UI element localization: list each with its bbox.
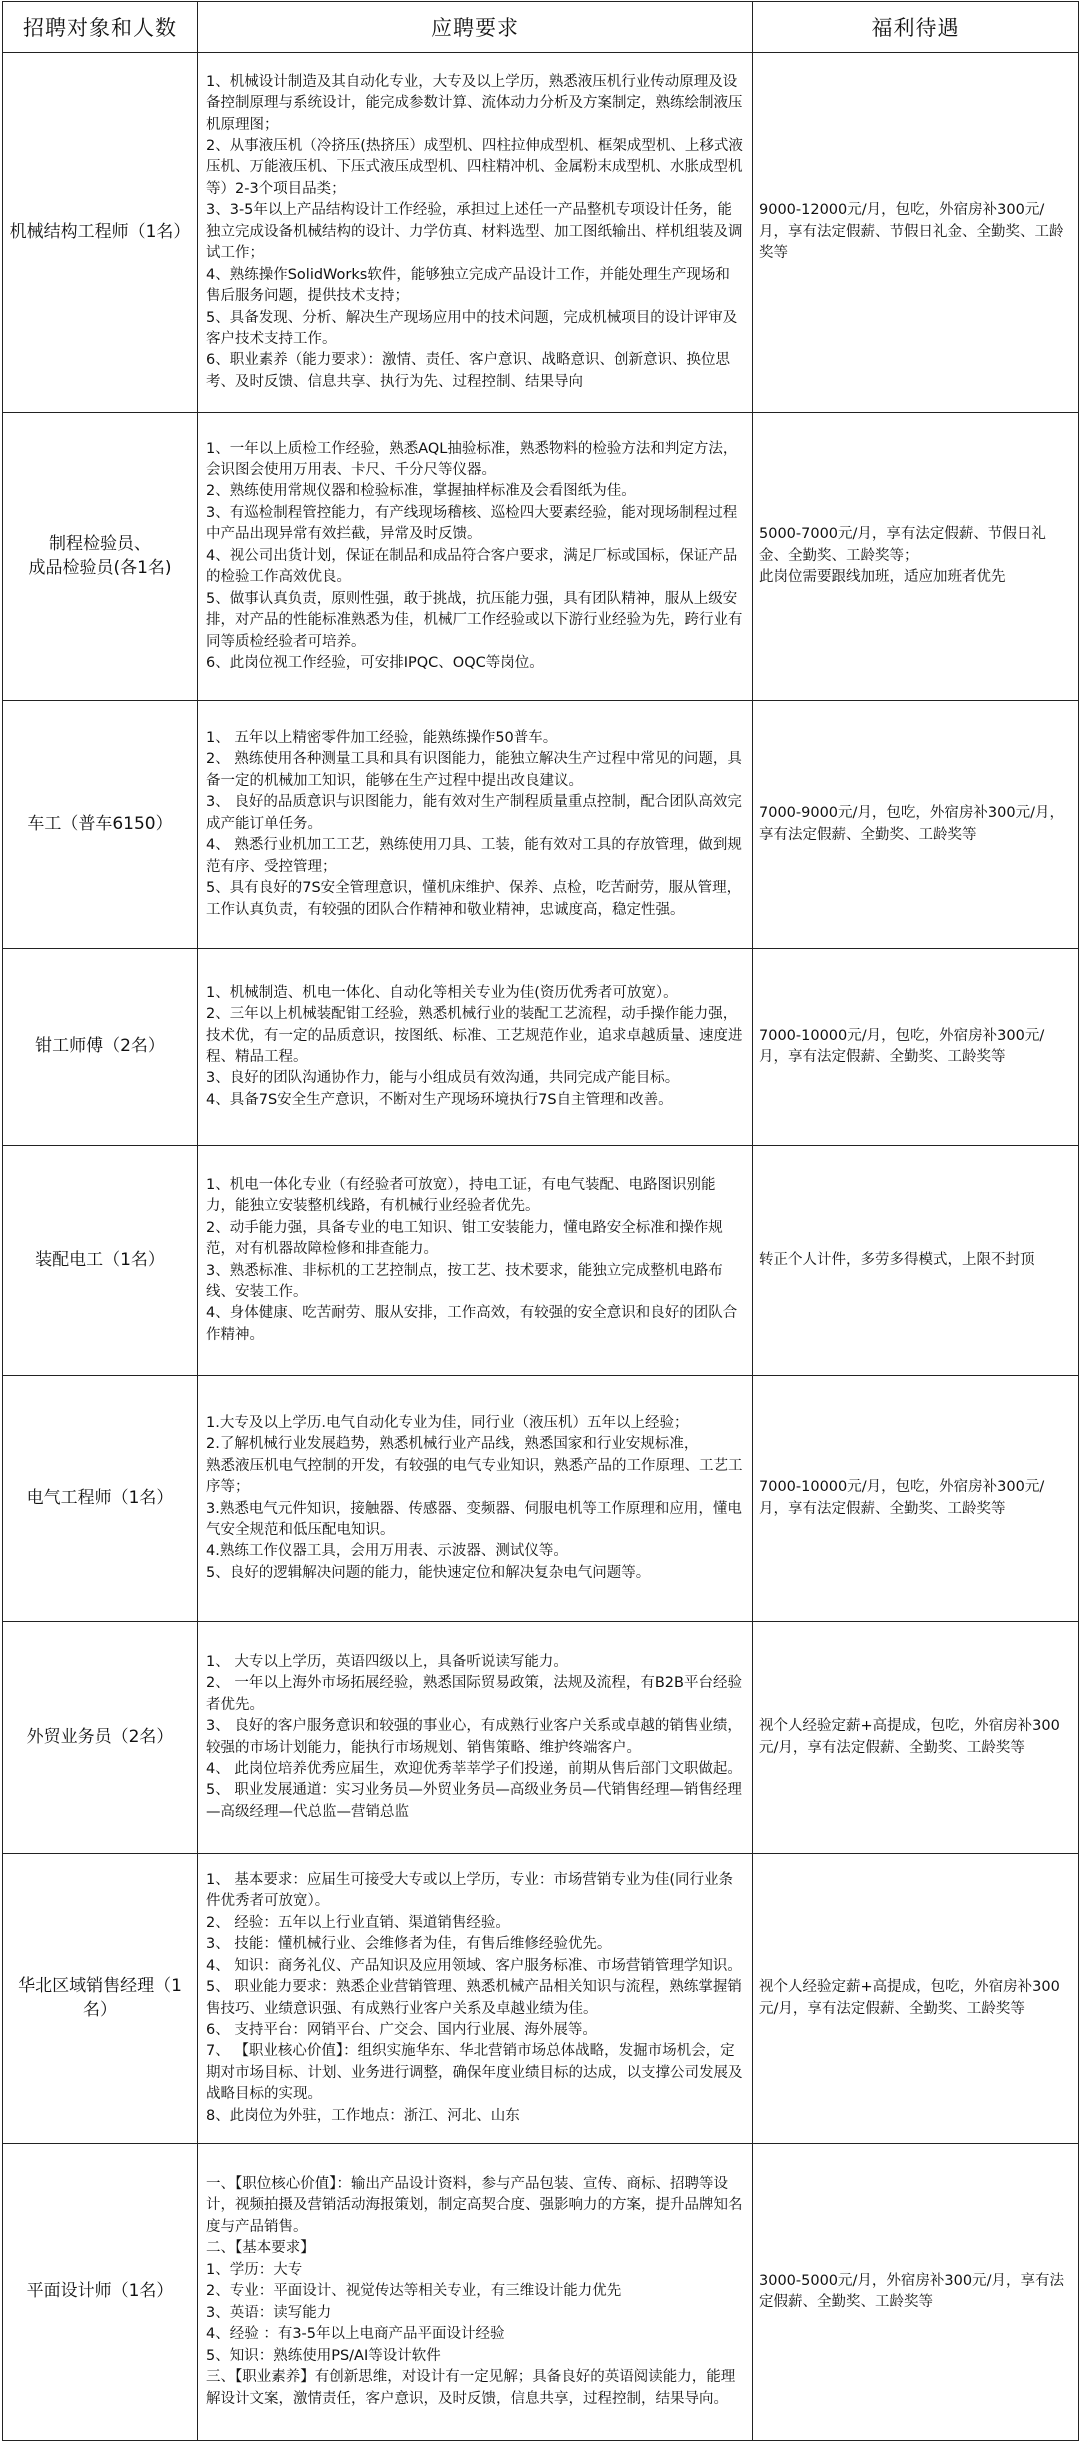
table-row xyxy=(3,53,1079,413)
requirement-item: 2、 熟练使用各种测量工具和具有识图能力，能独立解决生产过程中常见的问题，具备一定的机械加工知识，能够在生产过程中提出改良建议。 xyxy=(206,751,742,789)
requirement-item: 2、专业：平面设计、视觉传达等相关专业，有三维设计能力优先 xyxy=(206,2283,622,2300)
requirements-cell xyxy=(198,1854,753,2144)
requirement-item: 三、【职业素养】有创新思维，对设计有一定见解；具备良好的英语阅读能力，能理解设计文案，激情责任，客户意识，及时反馈，信息共享，过程控制，结果导向。 xyxy=(206,2369,736,2407)
requirement-item: 4、具备7S安全生产意识，不断对生产现场环境执行7S自主管理和改善。 xyxy=(206,1091,673,1108)
requirement-item: 8、此岗位为外驻，工作地点：浙江、河北、山东 xyxy=(206,2107,520,2124)
table-row xyxy=(3,1854,1079,2144)
table-row xyxy=(3,949,1079,1146)
requirement-item: 2、 一年以上海外市场拓展经验，熟悉国际贸易政策，法规及流程，有B2B平台经验者优先。 xyxy=(206,1675,742,1713)
position-cell: 装配电工（1名） xyxy=(3,1146,198,1376)
requirement-item: 1、学历：大专 xyxy=(206,2261,303,2278)
benefits-cell: 视个人经验定薪+高提成，包吃，外宿房补300元/月，享有法定假薪、全勤奖、工龄奖等 xyxy=(753,1622,1079,1854)
requirement-item: 4、 知识：商务礼仪、产品知识及应用领域、客户服务标准、市场营销管理学知识。 xyxy=(206,1957,742,1974)
requirements-cell xyxy=(198,1622,753,1854)
header-position: 招聘对象和人数 xyxy=(3,2,198,53)
header-benefits: 福利待遇 xyxy=(753,2,1079,53)
requirement-item: 3、 技能：懂机械行业、会维修者为佳，有售后维修经验优先。 xyxy=(206,1936,612,1953)
benefits-cell: 7000-10000元/月，包吃，外宿房补300元/月，享有法定假薪、全勤奖、工龄奖等 xyxy=(753,949,1079,1146)
position-cell: 机械结构工程师（1名） xyxy=(3,53,198,413)
requirement-item: 2、从事液压机（冷挤压(热挤压）成型机、四柱拉伸成型机、框架成型机、上移式液压机、万能液压机、下压式液压成型机、四柱精冲机、金属粉末成型机、水胀成型机等）2-3个项目品类； xyxy=(206,137,743,197)
table-row xyxy=(3,1146,1079,1376)
table-row xyxy=(3,1622,1079,1854)
requirement-item: 4、 熟悉行业机加工工艺，熟练使用刀具、工装，能有效对工具的存放管理，做到规范有序、受控管理； xyxy=(206,837,742,875)
requirement-item: 7、 【职业核心价值】：组织实施华东、华北营销市场总体战略，发掘市场机会，定期对市场目标、计划、业务进行调整，确保年度业绩目标的达成，以支撑公司发展及战略目标的实现。 xyxy=(206,2043,743,2103)
requirement-item: 3、 良好的客户服务意识和较强的事业心，有成熟行业客户关系或卓越的销售业绩，较强的市场计划能力，能执行市场规划、销售策略、维护终端客户。 xyxy=(206,1718,742,1756)
benefits-cell: 转正个人计件，多劳多得模式，上限不封顶 xyxy=(753,1146,1079,1376)
requirement-item: 4、经验 ：有3-5年以上电商产品平面设计经验 xyxy=(206,2326,505,2343)
requirement-item: 3、良好的团队沟通协作力，能与小组成员有效沟通，共同完成产能目标。 xyxy=(206,1070,680,1087)
requirement-item: 5、 职业发展通道：实习业务员—外贸业务员—高级业务员—代销售经理—销售经理—高级经理—代总监—营销总监 xyxy=(206,1782,742,1820)
header-requirements: 应聘要求 xyxy=(198,2,753,53)
position-cell: 钳工师傅（2名） xyxy=(3,949,198,1146)
requirement-item: 1、机械设计制造及其自动化专业，大专及以上学历，熟悉液压机行业传动原理及设备控制原理与系统设计，能完成参数计算、流体动力分析及方案制定，熟练绘制液压机原理图； xyxy=(206,73,743,133)
benefits-cell: 7000-10000元/月，包吃，外宿房补300元/月，享有法定假薪、全勤奖、工龄奖等 xyxy=(753,1376,1079,1622)
requirement-item: 6、此岗位视工作经验，可安排IPQC、OQC等岗位。 xyxy=(206,655,544,672)
requirement-item: 3、有巡检制程管控能力，有产线现场稽核、巡检四大要素经验，能对现场制程过程中产品出现异常有效拦截，异常及时反馈。 xyxy=(206,504,738,543)
requirement-item: 3、3-5年以上产品结构设计工作经验，承担过上述任一产品整机专项设计任务，能独立完成设备机械结构的设计、力学仿真、材料选型、加工图纸输出、样机组装及调试工作； xyxy=(206,202,743,262)
position-cell: 电气工程师（1名） xyxy=(3,1376,198,1622)
requirement-item: 一、【职位核心价值】：输出产品设计资料，参与产品包装、宣传、商标、招聘等设计，视频拍摄及营销活动海报策划，制定高契合度、强影响力的方案，提升品牌知名度与产品销售。 xyxy=(206,2176,743,2235)
table-row xyxy=(3,413,1079,701)
requirement-item: 6、 支持平台：网销平台、广交会、国内行业展、海外展等。 xyxy=(206,2021,597,2038)
requirement-item: 4.熟练工作仪器工具，会用万用表、示波器、测试仪等。 xyxy=(206,1543,568,1560)
requirement-item: 1、 五年以上精密零件加工经验，能熟练操作50普车。 xyxy=(206,729,558,746)
position-cell: 制程检验员、 成品检验员(各1名) xyxy=(3,413,198,701)
position-cell: 华北区域销售经理（1名） xyxy=(3,1854,198,2144)
requirement-item: 3、 良好的品质意识与识图能力，能有效对生产制程质量重点控制，配合团队高效完成产能订单任务。 xyxy=(206,794,742,832)
requirement-item: 4、身体健康、吃苦耐劳、服从安排，工作高效，有较强的安全意识和良好的团队合作精神。 xyxy=(206,1305,738,1343)
benefits-cell: 7000-9000元/月，包吃，外宿房补300元/月，享有法定假薪、全勤奖、工龄奖等 xyxy=(753,701,1079,949)
requirement-item: 1、机电一体化专业（有经验者可放宽），持电工证，有电气装配、电路图识别能力，能独立安装整机线路，有机械行业经验者优先。 xyxy=(206,1176,716,1215)
requirement-item: 4、视公司出货计划，保证在制品和成品符合客户要求，满足厂标或国标，保证产品的检验工作高效优良。 xyxy=(206,547,738,586)
requirement-item: 3、英语：读写能力 xyxy=(206,2304,332,2321)
benefits-cell: 9000-12000元/月，包吃，外宿房补300元/月，享有法定假薪、节假日礼金、全勤奖、工龄奖等 xyxy=(753,53,1079,413)
requirements-cell xyxy=(198,949,753,1146)
requirement-item: 5、良好的逻辑解决问题的能力，能快速定位和解决复杂电气问题等。 xyxy=(206,1564,651,1581)
requirement-item: 2、熟练使用常规仪器和检验标准，掌握抽样标准及会看图纸为佳。 xyxy=(206,483,636,500)
requirement-item: 5、具有良好的7S安全管理意识，懂机床维护、保养、点检，吃苦耐劳，服从管理，工作认真负责，有较强的团队合作精神和敬业精神，忠诚度高，稳定性强。 xyxy=(206,880,742,918)
benefits-cell: 3000-5000元/月，外宿房补300元/月，享有法定假薪、全勤奖、工龄奖等 xyxy=(753,2144,1079,2441)
requirements-cell xyxy=(198,53,753,413)
requirement-item: 3.熟悉电气元件知识，接触器、传感器、变频器、伺服电机等工作原理和应用，懂电气安全规范和低压配电知识。 xyxy=(206,1500,742,1538)
requirement-item: 1、 基本要求：应届生可接受大专或以上学历，专业：市场营销专业为佳(同行业条件优秀者可放宽）。 xyxy=(206,1871,733,1910)
table-header-row xyxy=(3,2,1079,53)
requirement-item: 3、熟悉标准、非标机的工艺控制点，按工艺、技术要求，能独立完成整机电路布线、安装工作。 xyxy=(206,1262,723,1300)
requirement-item: 5、 职业能力要求：熟悉企业营销管理、熟悉机械产品相关知识与流程，熟练掌握销售技巧、业绩意识强、有成熟行业客户关系及卓越业绩为佳。 xyxy=(206,1979,742,2017)
table-row xyxy=(3,701,1079,949)
position-cell: 车工（普车6150） xyxy=(3,701,198,949)
requirements-cell xyxy=(198,701,753,949)
requirement-item: 4、熟练操作SolidWorks软件，能够独立完成产品设计工作，并能处理生产现场和售后服务问题，提供技术支持； xyxy=(206,266,730,305)
table-row xyxy=(3,2144,1079,2441)
position-cell: 外贸业务员（2名） xyxy=(3,1622,198,1854)
requirement-item: 5、具备发现、分析、解决生产现场应用中的技术问题，完成机械项目的设计评审及客户技术支持工作。 xyxy=(206,309,738,348)
requirement-item: 1、机械制造、机电一体化、自动化等相关专业为佳(资历优秀者可放宽）。 xyxy=(206,984,678,1001)
requirements-cell xyxy=(198,1146,753,1376)
table-row xyxy=(3,1376,1079,1622)
requirements-cell xyxy=(198,2144,753,2441)
recruitment-table xyxy=(2,1,1079,2441)
requirement-item: 5、做事认真负责，原则性强，敢于挑战，抗压能力强，具有团队精神，服从上级安排，对产品的性能标准熟悉为佳，机械厂工作经验或以下游行业经验为先，跨行业有同等质检经验者可培养。 xyxy=(206,590,743,650)
requirement-item: 2.了解机械行业发展趋势，熟悉机械行业产品线，熟悉国家和行业安规标准， xyxy=(206,1436,699,1453)
requirement-item: 2、 经验：五年以上行业直销、渠道销售经验。 xyxy=(206,1914,510,1931)
requirement-item: 1、 大专以上学历，英语四级以上，具备听说读写能力。 xyxy=(206,1653,568,1670)
requirement-item: 4、 此岗位培养优秀应届生，欢迎优秀莘莘学子们投递，前期从售后部门文职做起。 xyxy=(206,1760,742,1777)
requirement-item: 二、【基本要求】 xyxy=(206,2240,315,2257)
benefits-cell: 视个人经验定薪+高提成，包吃，外宿房补300元/月，享有法定假薪、全勤奖、工龄奖等 xyxy=(753,1854,1079,2144)
requirements-cell xyxy=(198,413,753,701)
requirement-item: 5、知识：熟练使用PS/AI等设计软件 xyxy=(206,2347,441,2364)
requirement-item: 2、三年以上机械装配钳工经验，熟悉机械行业的装配工艺流程，动手操作能力强，技术优，有一定的品质意识，按图纸、标准、工艺规范作业，追求卓越质量、速度进程、精品工程。 xyxy=(206,1006,743,1065)
requirement-item: 熟悉液压机电气控制的开发，有较强的电气专业知识，熟悉产品的工作原理、工艺工序等； xyxy=(206,1457,743,1496)
benefits-cell: 5000-7000元/月，享有法定假薪、节假日礼金、全勤奖、工龄奖等； 此岗位需要跟线加班，适应加班者优先 xyxy=(753,413,1079,701)
requirements-cell xyxy=(198,1376,753,1622)
position-cell: 平面设计师（1名） xyxy=(3,2144,198,2441)
requirement-item: 6、职业素养（能力要求）：激情、责任、客户意识、战略意识、创新意识、换位思考、及时反馈、信息共享、执行为先、过程控制、结果导向 xyxy=(206,352,730,390)
requirement-item: 1、一年以上质检工作经验，熟悉AQL抽验标准，熟悉物料的检验方法和判定方法，会识图会使用万用表、卡尺、千分尺等仪器。 xyxy=(206,440,738,478)
requirement-item: 2、动手能力强，具备专业的电工知识、钳工安装能力，懂电路安全标准和操作规范，对有机器故障检修和排查能力。 xyxy=(206,1219,723,1258)
requirement-item: 1.大专及以上学历.电气自动化专业为佳，同行业（液压机）五年以上经验； xyxy=(206,1414,689,1431)
